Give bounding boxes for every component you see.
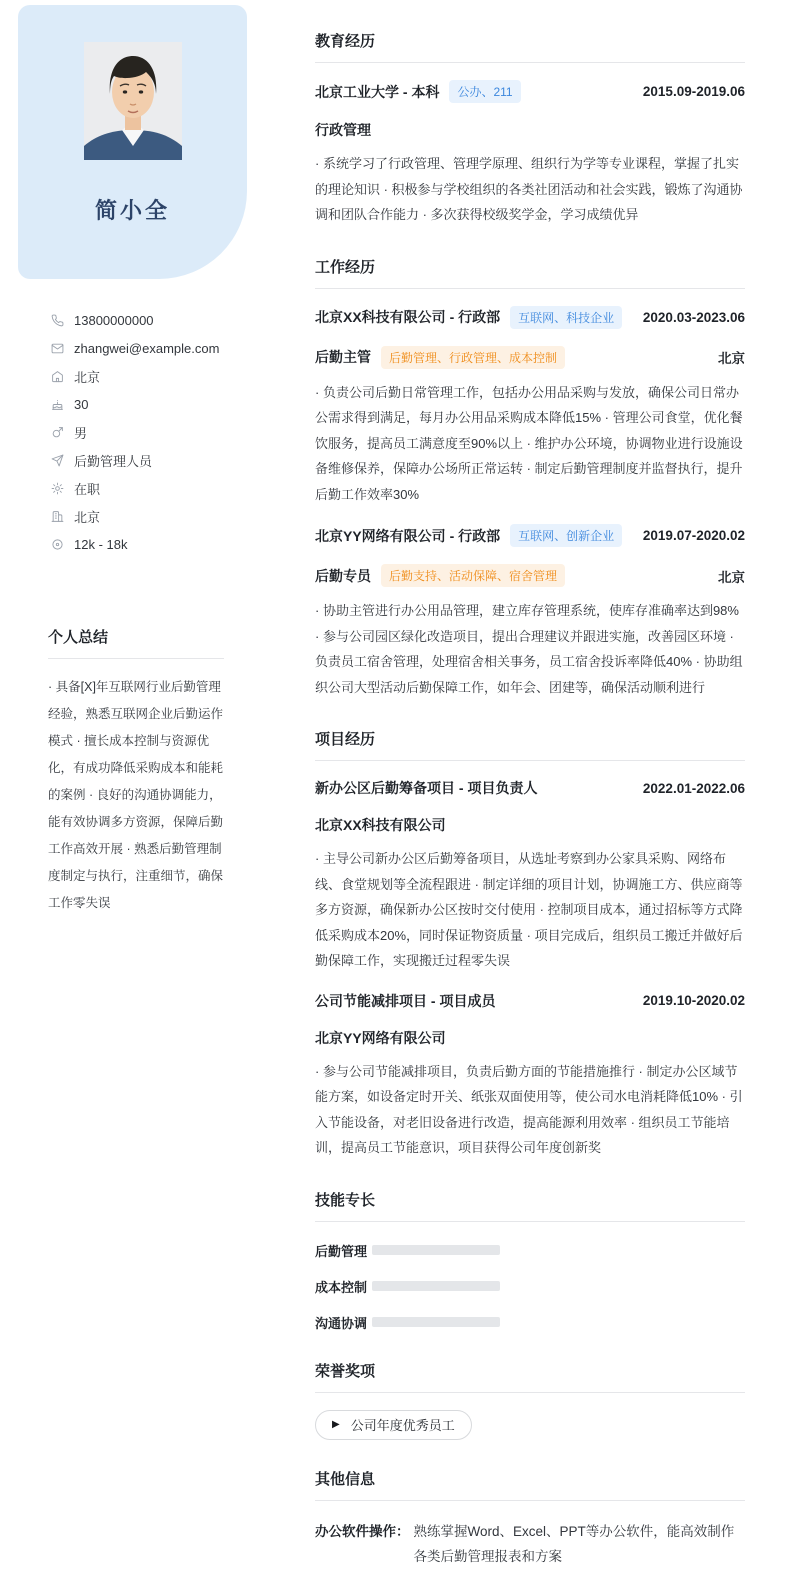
contact-job-intention xyxy=(50,446,300,474)
contact-value: 北京 xyxy=(74,509,101,525)
status-icon xyxy=(50,481,64,495)
home-icon xyxy=(50,369,64,383)
role-name: 后勤专员 xyxy=(315,567,371,584)
work-period: 2019.07-2020.02 xyxy=(642,528,745,543)
profile-photo xyxy=(84,42,182,160)
other-info-text: 熟练掌握Word、Excel、PPT等办公软件，能高效制作各类后勤管理报表和方案 xyxy=(413,1523,735,1564)
award-label: 公司年度优秀员工 xyxy=(350,1418,455,1433)
work-description: · 协助主管进行办公用品管理，建立库存管理系统，使库存准确率达到98% · 参与公司园区绿化改造项目，提出合理建议并跟进实施，改善园区环境 · 负责员工宿舍管理，处理宿舍相关事务，员工宿舍投诉率降低40% · 协助组织公司大型活动后勤保障工作，如年会、团建等，确保活动顺利进行 xyxy=(315,603,743,695)
role-tag: 后勤管理、行政管理、成本控制 xyxy=(381,346,565,369)
contact-email xyxy=(50,334,300,362)
education-entry xyxy=(315,80,745,228)
company-name: 北京XX科技有限公司 - 行政部 xyxy=(315,309,501,325)
contact-age xyxy=(50,390,300,418)
contact-phone xyxy=(50,306,300,334)
honors-section xyxy=(315,1360,745,1440)
major-name: 行政管理 xyxy=(315,122,371,138)
project-entry xyxy=(315,991,745,1161)
skill-bar-track xyxy=(372,1245,500,1255)
section-title: 荣誉奖项 xyxy=(315,1360,745,1393)
contact-value: 男 xyxy=(74,425,88,441)
contact-status xyxy=(50,474,300,502)
skill-bar-track xyxy=(372,1317,500,1327)
project-company: 北京XX科技有限公司 xyxy=(315,817,446,833)
section-title: 教育经历 xyxy=(315,30,745,63)
avatar xyxy=(84,42,182,160)
contact-value: 30 xyxy=(74,396,89,412)
other-info-item xyxy=(315,1519,745,1569)
skill-bar-track xyxy=(372,1281,500,1291)
other-info-section xyxy=(315,1468,745,1569)
skill-item xyxy=(315,1313,535,1332)
play-icon: ▶ xyxy=(332,1418,340,1430)
company-tag: 互联网、创新企业 xyxy=(510,524,622,547)
gender-icon xyxy=(50,425,64,439)
profile-panel xyxy=(18,5,247,279)
project-name: 新办公区后勤筹备项目 - 项目负责人 xyxy=(315,780,538,796)
contact-value: 北京 xyxy=(74,369,101,385)
role-tag: 后勤支持、活动保障、宿舍管理 xyxy=(381,564,565,587)
projects-section xyxy=(315,728,745,1161)
contact-hometown xyxy=(50,362,300,390)
work-location: 北京 xyxy=(718,569,745,585)
summary-text: · 具备[X]年互联网行业后勤管理经验，熟悉互联网企业后勤运作模式 · 擅长成本控制与资源优化，有成功降低采购成本和能耗的案例 · 良好的沟通协调能力，能有效协调多方资源，保障后勤工作高效开展 · 熟悉后勤管理制度制定与执行，注重细节，确保工作零失误 xyxy=(48,680,224,910)
work-location: 北京 xyxy=(718,351,745,366)
work-description: · 负责公司后勤日常管理工作，包括办公用品采购与发放，确保公司日常办公需求得到满足，每月办公用品采购成本降低15% · 管理公司食堂，优化餐饮服务，提高员工满意度至90%以上 · 维护办公环境，协调物业进行设施设备维修保养，保障办公场所正常运转 · 制定后勤管理制度并监督执行，提升后勤工作效率30% xyxy=(315,384,743,502)
school-tag: 公办、211 xyxy=(449,80,520,103)
contact-value: 在职 xyxy=(74,481,101,497)
job-icon xyxy=(50,453,64,467)
work-section xyxy=(315,256,745,701)
project-company: 北京YY网络有限公司 xyxy=(315,1029,446,1046)
project-name: 公司节能减排项目 - 项目成员 xyxy=(315,992,496,1009)
education-period: 2015.09-2019.06 xyxy=(642,84,745,99)
company-name: 北京YY网络有限公司 - 行政部 xyxy=(315,527,501,544)
work-period: 2020.03-2023.06 xyxy=(642,309,745,325)
skill-name: 沟通协调 xyxy=(315,1315,368,1331)
company-tag: 互联网、科技企业 xyxy=(510,306,622,329)
project-period: 2022.01-2022.06 xyxy=(642,780,745,796)
project-description: · 主导公司新办公区后勤筹备项目，从选址考察到办公家具采购、网络布线、食堂规划等全流程跟进 · 制定详细的项目计划，协调施工方、供应商等多方资源，确保新办公区按时交付使用 · 控制项目成本，通过招标等方式降低采购成本20%，同时保证物资质量 · 项目完成后，组织员工搬迁并做好后勤保障工作，实现搬迁过程零失误 xyxy=(315,851,743,968)
contact-value: zhangwei@example.com xyxy=(74,340,220,356)
section-title: 项目经历 xyxy=(315,728,745,761)
contact-list xyxy=(50,306,300,558)
mail-icon xyxy=(50,341,64,355)
candidate-name: 简小全 xyxy=(94,198,170,223)
contact-value: 12k - 18k xyxy=(74,536,128,552)
project-description: · 参与公司节能减排项目，负责后勤方面的节能措施推行 · 制定办公区域节能方案，如设备定时开关、纸张双面使用等，使公司水电消耗降低10% · 引入节能设备，对老旧设备进行改造，提高能源利用效率 · 组织员工节能培训，提高员工节能意识，项目获得公司年度创新奖 xyxy=(315,1063,743,1155)
skill-name: 后勤管理 xyxy=(315,1243,368,1259)
project-period: 2019.10-2020.02 xyxy=(642,993,745,1008)
project-entry xyxy=(315,778,745,974)
salary-icon xyxy=(50,537,64,551)
education-section xyxy=(315,30,745,228)
contact-value: 后勤管理人员 xyxy=(74,453,153,469)
section-title: 其他信息 xyxy=(315,1468,745,1501)
skill-item xyxy=(315,1241,535,1260)
education-description: · 系统学习了行政管理、管理学原理、组织行为学等专业课程，掌握了扎实的理论知识 · 积极参与学校组织的各类社团活动和社会实践，锻炼了沟通协调和团队合作能力 · 多次获得校级奖学金，学习成绩优异 xyxy=(315,156,743,222)
skills-section xyxy=(315,1189,745,1332)
contact-city xyxy=(50,502,300,530)
skill-name: 成本控制 xyxy=(315,1279,368,1295)
role-name: 后勤主管 xyxy=(315,349,371,365)
phone-icon xyxy=(50,313,64,327)
personal-summary-section xyxy=(48,626,224,917)
city-icon xyxy=(50,509,64,523)
school-name: 北京工业大学 - 本科 xyxy=(315,83,440,100)
section-title: 技能专长 xyxy=(315,1189,745,1222)
skills-grid xyxy=(315,1224,745,1332)
section-title: 工作经历 xyxy=(315,256,745,289)
sidebar xyxy=(0,0,300,1186)
other-info-label: 办公软件操作： xyxy=(315,1523,410,1539)
main-content xyxy=(315,0,745,1564)
skill-item xyxy=(315,1277,535,1296)
contact-gender xyxy=(50,418,300,446)
award-item-button[interactable] xyxy=(315,1410,472,1440)
work-entry xyxy=(315,524,745,700)
work-entry xyxy=(315,306,745,508)
age-icon xyxy=(50,397,64,411)
contact-salary xyxy=(50,530,300,558)
contact-value: 13800000000 xyxy=(74,312,154,328)
section-title: 个人总结 xyxy=(48,626,224,659)
